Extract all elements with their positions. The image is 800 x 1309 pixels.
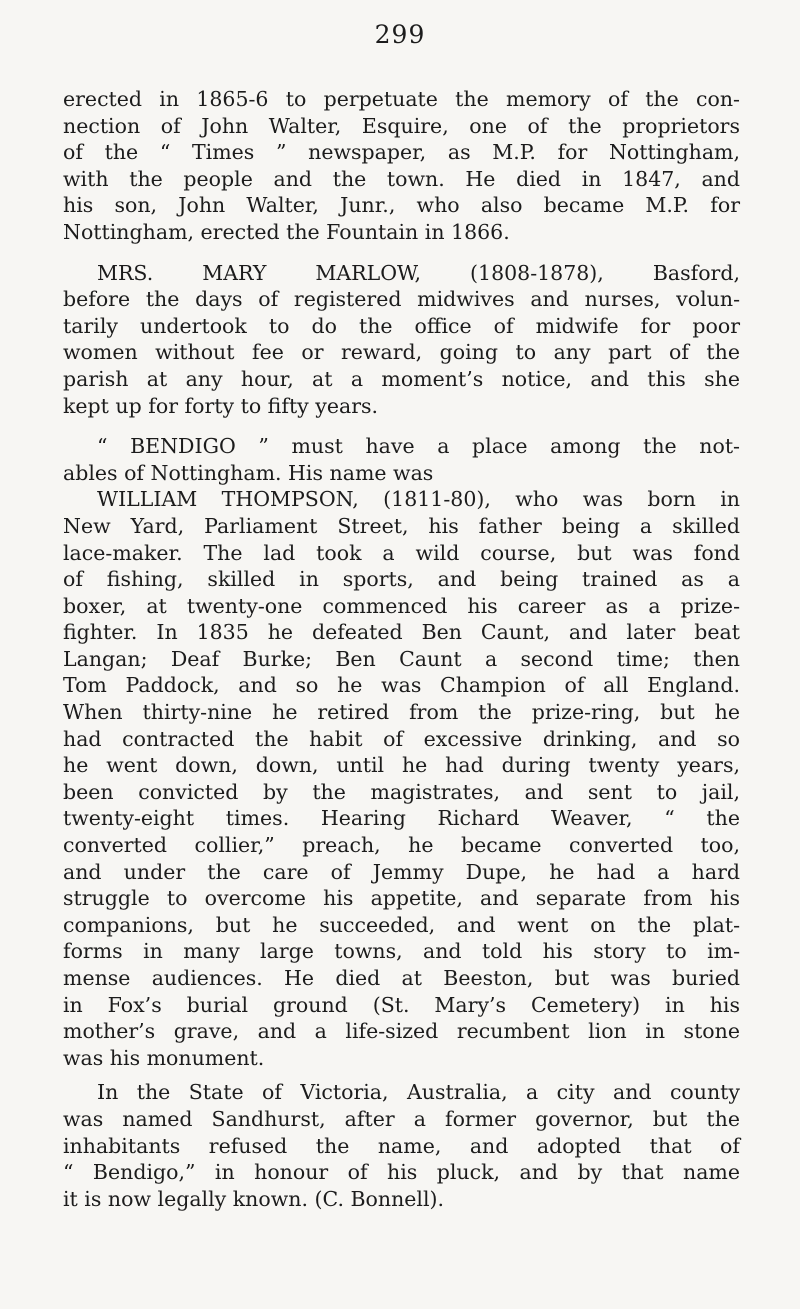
text-line: lace-maker. The lad took a wild course, but was fond <box>63 540 740 565</box>
text-line: nection of John Walter, Esquire, one of the proprietors <box>63 113 740 138</box>
text-line: was his monument. <box>63 1045 265 1070</box>
paragraph <box>63 86 740 246</box>
text-line: WILLIAM THOMPSON, (1811-80), who was born in <box>97 487 740 512</box>
text-line: fighter. In 1835 he defeated Ben Caunt, and later beat <box>63 620 740 645</box>
text-line: mother’s grave, and a life-sized recumbent lion in stone <box>63 1019 740 1044</box>
text-line: MRS. MARY MARLOW, (1808-1878), Basford, <box>97 260 740 285</box>
text-line: mense audiences. He died at Beeston, but was buried <box>63 966 740 990</box>
paragraph <box>63 260 740 420</box>
text-line: of fishing, skilled in sports, and being trained as a <box>63 567 740 592</box>
text-line: converted collier,” preach, he became converted too, <box>63 833 740 858</box>
text-line: in Fox’s burial ground (St. Mary’s Cemetery) in his <box>63 992 740 1017</box>
text-line: ables of Nottingham. His name was <box>63 460 434 485</box>
text-line: Tom Paddock, and so he was Champion of all England. <box>63 673 740 698</box>
text-line: tarily undertook to do the office of midwife for poor <box>63 313 740 338</box>
text-line: New Yard, Parliament Street, his father being a skilled <box>63 513 740 538</box>
text-line: had contracted the habit of excessive drinking, and so <box>63 726 740 751</box>
text-line: forms in many large towns, and told his story to im- <box>63 939 740 964</box>
page-body <box>63 86 740 1212</box>
text-line: inhabitants refused the name, and adopted that of <box>63 1133 740 1158</box>
text-line: boxer, at twenty-one commenced his career as a prize- <box>63 593 740 618</box>
text-line: kept up for forty to fifty years. <box>63 393 379 418</box>
text-line: and under the care of Jemmy Dupe, he had a hard <box>63 859 740 884</box>
text-line: erected in 1865-6 to perpetuate the memory of the con- <box>63 87 740 111</box>
text-line: Langan; Deaf Burke; Ben Caunt a second time; then <box>63 646 740 671</box>
text-line: struggle to overcome his appetite, and separate from his <box>63 886 740 911</box>
text-line: “ Bendigo,” in honour of his pluck, and by that name <box>63 1160 740 1185</box>
text-line: parish at any hour, at a moment’s notice, and this she <box>63 366 740 391</box>
text-line: been convicted by the magistrates, and sent to jail, <box>63 779 740 804</box>
text-line: it is now legally known. (C. Bonnell). <box>63 1186 445 1211</box>
text-line: When thirty-nine he retired from the prize-ring, but he <box>63 700 740 725</box>
paragraph <box>63 1079 740 1212</box>
text-line: he went down, down, until he had during twenty years, <box>63 753 740 778</box>
text-line: In the State of Victoria, Australia, a city and county <box>97 1080 740 1105</box>
text-line: Nottingham, erected the Fountain in 1866. <box>63 219 510 244</box>
text-line: twenty-eight times. Hearing Richard Weaver, “ the <box>63 806 740 831</box>
text-line: with the people and the town. He died in 1847, and <box>63 166 740 191</box>
paragraph <box>63 433 740 1071</box>
text-line: “ BENDIGO ” must have a place among the not- <box>97 434 740 459</box>
text-line: of the “ Times ” newspaper, as M.P. for Nottingham, <box>63 140 740 165</box>
text-line: his son, John Walter, Junr., who also became M.P. for <box>63 193 740 218</box>
text-line: companions, but he succeeded, and went on the plat- <box>63 912 740 937</box>
text-line: was named Sandhurst, after a former governor, but the <box>63 1106 740 1131</box>
page-number: 299 <box>374 20 426 49</box>
text-line: women without fee or reward, going to any part of the <box>63 340 740 365</box>
text-line: before the days of registered midwives and nurses, volun- <box>63 287 740 312</box>
